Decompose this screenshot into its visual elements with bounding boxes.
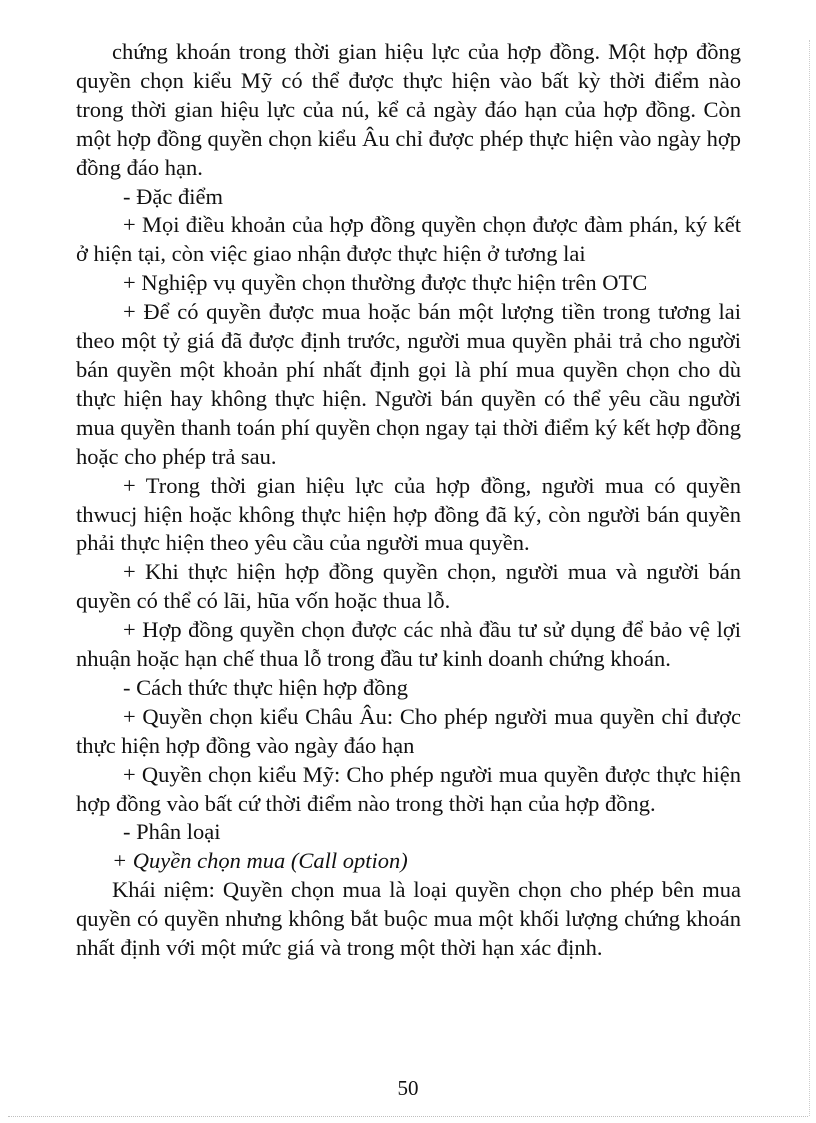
paragraph: + Khi thực hiện hợp đồng quyền chọn, người mua và người bán quyền có thể có lãi, hũa vốn hoặc thua lỗ.: [76, 559, 741, 614]
paragraph: + Nghiệp vụ quyền chọn thường được thực hiện trên OTC: [123, 270, 648, 296]
paragraph: Khái niệm: Quyền chọn mua là loại quyền chọn cho phép bên mua quyền có quyền nhưng không bắt buộc mua một khối lượng chứng khoán nhất định với một mức giá và trong một thời hạn xác định.: [76, 877, 741, 961]
footer-divider: [8, 1116, 808, 1117]
paragraph: chứng khoán trong thời gian hiệu lực của hợp đồng. Một hợp đồng quyền chọn kiểu Mỹ có thể được thực hiện vào bất kỳ thời điểm nào trong thời gian hiệu lực của nú, kể cả ngày đáo hạn của hợp đồng. Còn một hợp đồng quyền chọn kiểu Âu chỉ được phép thực hiện vào ngày hợp đồng đáo hạn.: [76, 39, 741, 180]
document-body: [76, 38, 741, 963]
paragraph: + Quyền chọn kiểu Châu Âu: Cho phép người mua quyền chỉ được thực hiện hợp đồng vào ngày đáo hạn: [76, 703, 741, 758]
page-number: 50: [397, 1076, 419, 1100]
paragraph: + Trong thời gian hiệu lực của hợp đồng, người mua có quyền thwucj hiện hoặc không thực hiện hợp đồng đã ký, còn người bán quyền phải thực hiện theo yêu cầu của người mua quyền.: [76, 472, 741, 556]
right-margin-divider: [809, 40, 810, 1116]
paragraph: - Cách thức thực hiện hợp đồng: [123, 674, 408, 700]
paragraph-heading-call-option: + Quyền chọn mua (Call option): [112, 848, 408, 874]
paragraph: + Quyền chọn kiểu Mỹ: Cho phép người mua quyền được thực hiện hợp đồng vào bất cứ thời điểm nào trong thời hạn của hợp đồng.: [76, 761, 741, 816]
paragraph: + Để có quyền được mua hoặc bán một lượng tiền trong tương lai theo một tỷ giá đã được định trước, người mua quyền phải trả cho người bán quyền một khoản phí nhất định gọi là phí mua quyền chọn cho dù thực hiện hay không thực hiện. Người bán quyền có thể yêu cầu người mua quyền thanh toán phí quyền chọn ngay tại thời điểm ký kết hợp đồng hoặc cho phép trả sau.: [76, 299, 741, 469]
paragraph: - Đặc điểm: [123, 183, 223, 209]
paragraph: + Hợp đồng quyền chọn được các nhà đầu tư sử dụng để bảo vệ lợi nhuận hoặc hạn chế thua lỗ trong đầu tư kinh doanh chứng khoán.: [76, 617, 741, 672]
paragraph: - Phân loại: [123, 819, 221, 845]
paragraph: + Mọi điều khoản của hợp đồng quyền chọn được đàm phán, ký kết ở hiện tại, còn việc giao nhận được thực hiện ở tương lai: [76, 212, 741, 267]
